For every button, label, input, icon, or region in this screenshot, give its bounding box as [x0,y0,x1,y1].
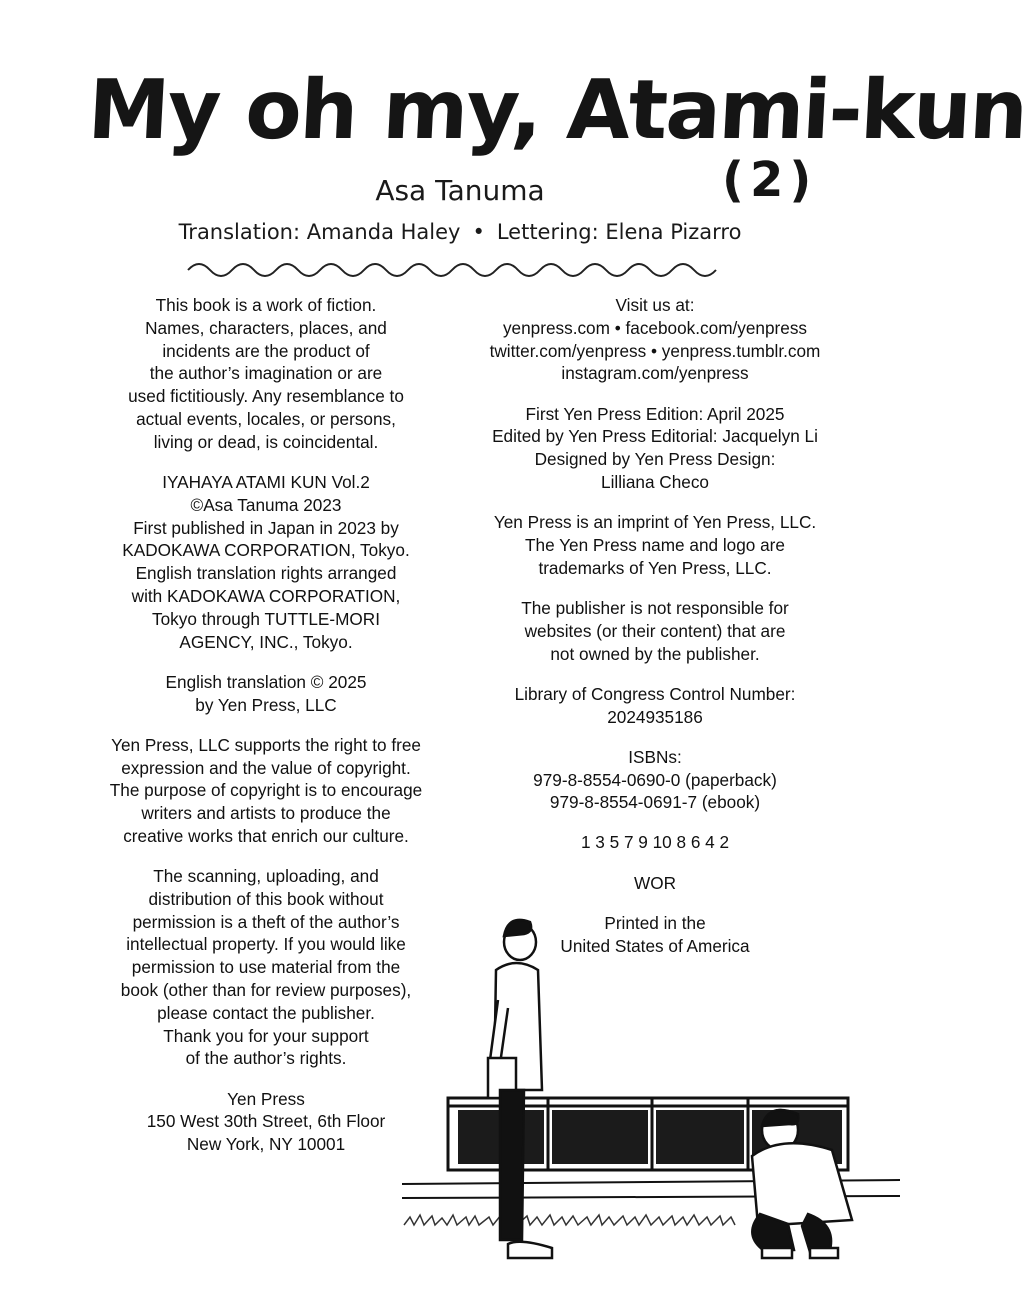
imprint-notice: Yen Press is an imprint of Yen Press, LLC. The Yen Press name and logo are trademarks of Yen Press, LLC. [493,512,817,578]
edition-info: First Yen Press Edition: April 2025 Edited by Yen Press Editorial: Jacquelyn Li Designed by Yen Press Design: Lilliana Checo [492,403,818,492]
isbn-list: ISBNs: 979-8-8554-0690-0 (paperback) 979-8-8554-0691-7 (ebook) [533,746,777,813]
piracy-notice: The scanning, uploading, and distribution of this book without permission is a theft of the author’s intellectual property. If you would like permission to use material from the book (other than for review purposes), please contact the publisher. Thank you for your support of the author’s rights. [120,866,412,1069]
publisher-address: Yen Press 150 West 30th Street, 6th Floor New York, NY 10001 [146,1088,386,1155]
website-disclaimer: The publisher is not responsible for websites (or their content) that are not owned by the publisher. [521,597,789,664]
library-of-congress: Library of Congress Control Number: 2024935186 [514,683,796,727]
copyright-statement: Yen Press, LLC supports the right to free expression and the value of copyright. The purpose of copyright is to encourage writers and artists to produce the creative works that enrich our culture. [109,734,423,846]
original-copyright: IYAHAYA ATAMI KUN Vol.2 ©Asa Tanuma 2023 First published in Japan in 2023 by KADOKAWA CORPORATION, Tokyo. English translation rights arranged with KADOKAWA CORPORATION, Tokyo through TUTTLE-MORI AGENCY, INC., Tokyo. [122,471,410,652]
fiction-disclaimer: This book is a work of fiction. Names, characters, places, and incidents are the product of the author’s imagination or are used fictitiously. Any resemblance to actual events, locales, or persons, living or dead, is coincidental. [128,295,404,452]
series-title-logo: My oh my, Atami-kun [85,63,1029,158]
manga-illustration [0,880,900,1291]
credit-separator: • [472,220,485,244]
credits-line [0,220,920,244]
translation-copyright: English translation © 2025 by Yen Press, LLC [165,671,367,715]
volume-number: (2) [722,152,818,208]
printing-line: 1 3 5 7 9 10 8 6 4 2 [580,832,730,853]
lettering-credit: Lettering: Elena Pizarro [496,220,742,244]
right-legal-column [475,294,835,975]
wavy-divider [188,258,722,282]
printer-code: WOR [633,872,676,893]
author-name: Asa Tanuma [375,174,545,207]
standing-character [488,920,552,1258]
grass [404,1215,735,1225]
translation-credit: Translation: Amanda Haley [178,220,461,244]
publisher-links: Visit us at: yenpress.com • facebook.com/yenpress twitter.com/yenpress • yenpress.tumblr.com instagram.com/yenpress [489,295,821,384]
printed-in: Printed in the United States of America [560,912,750,956]
